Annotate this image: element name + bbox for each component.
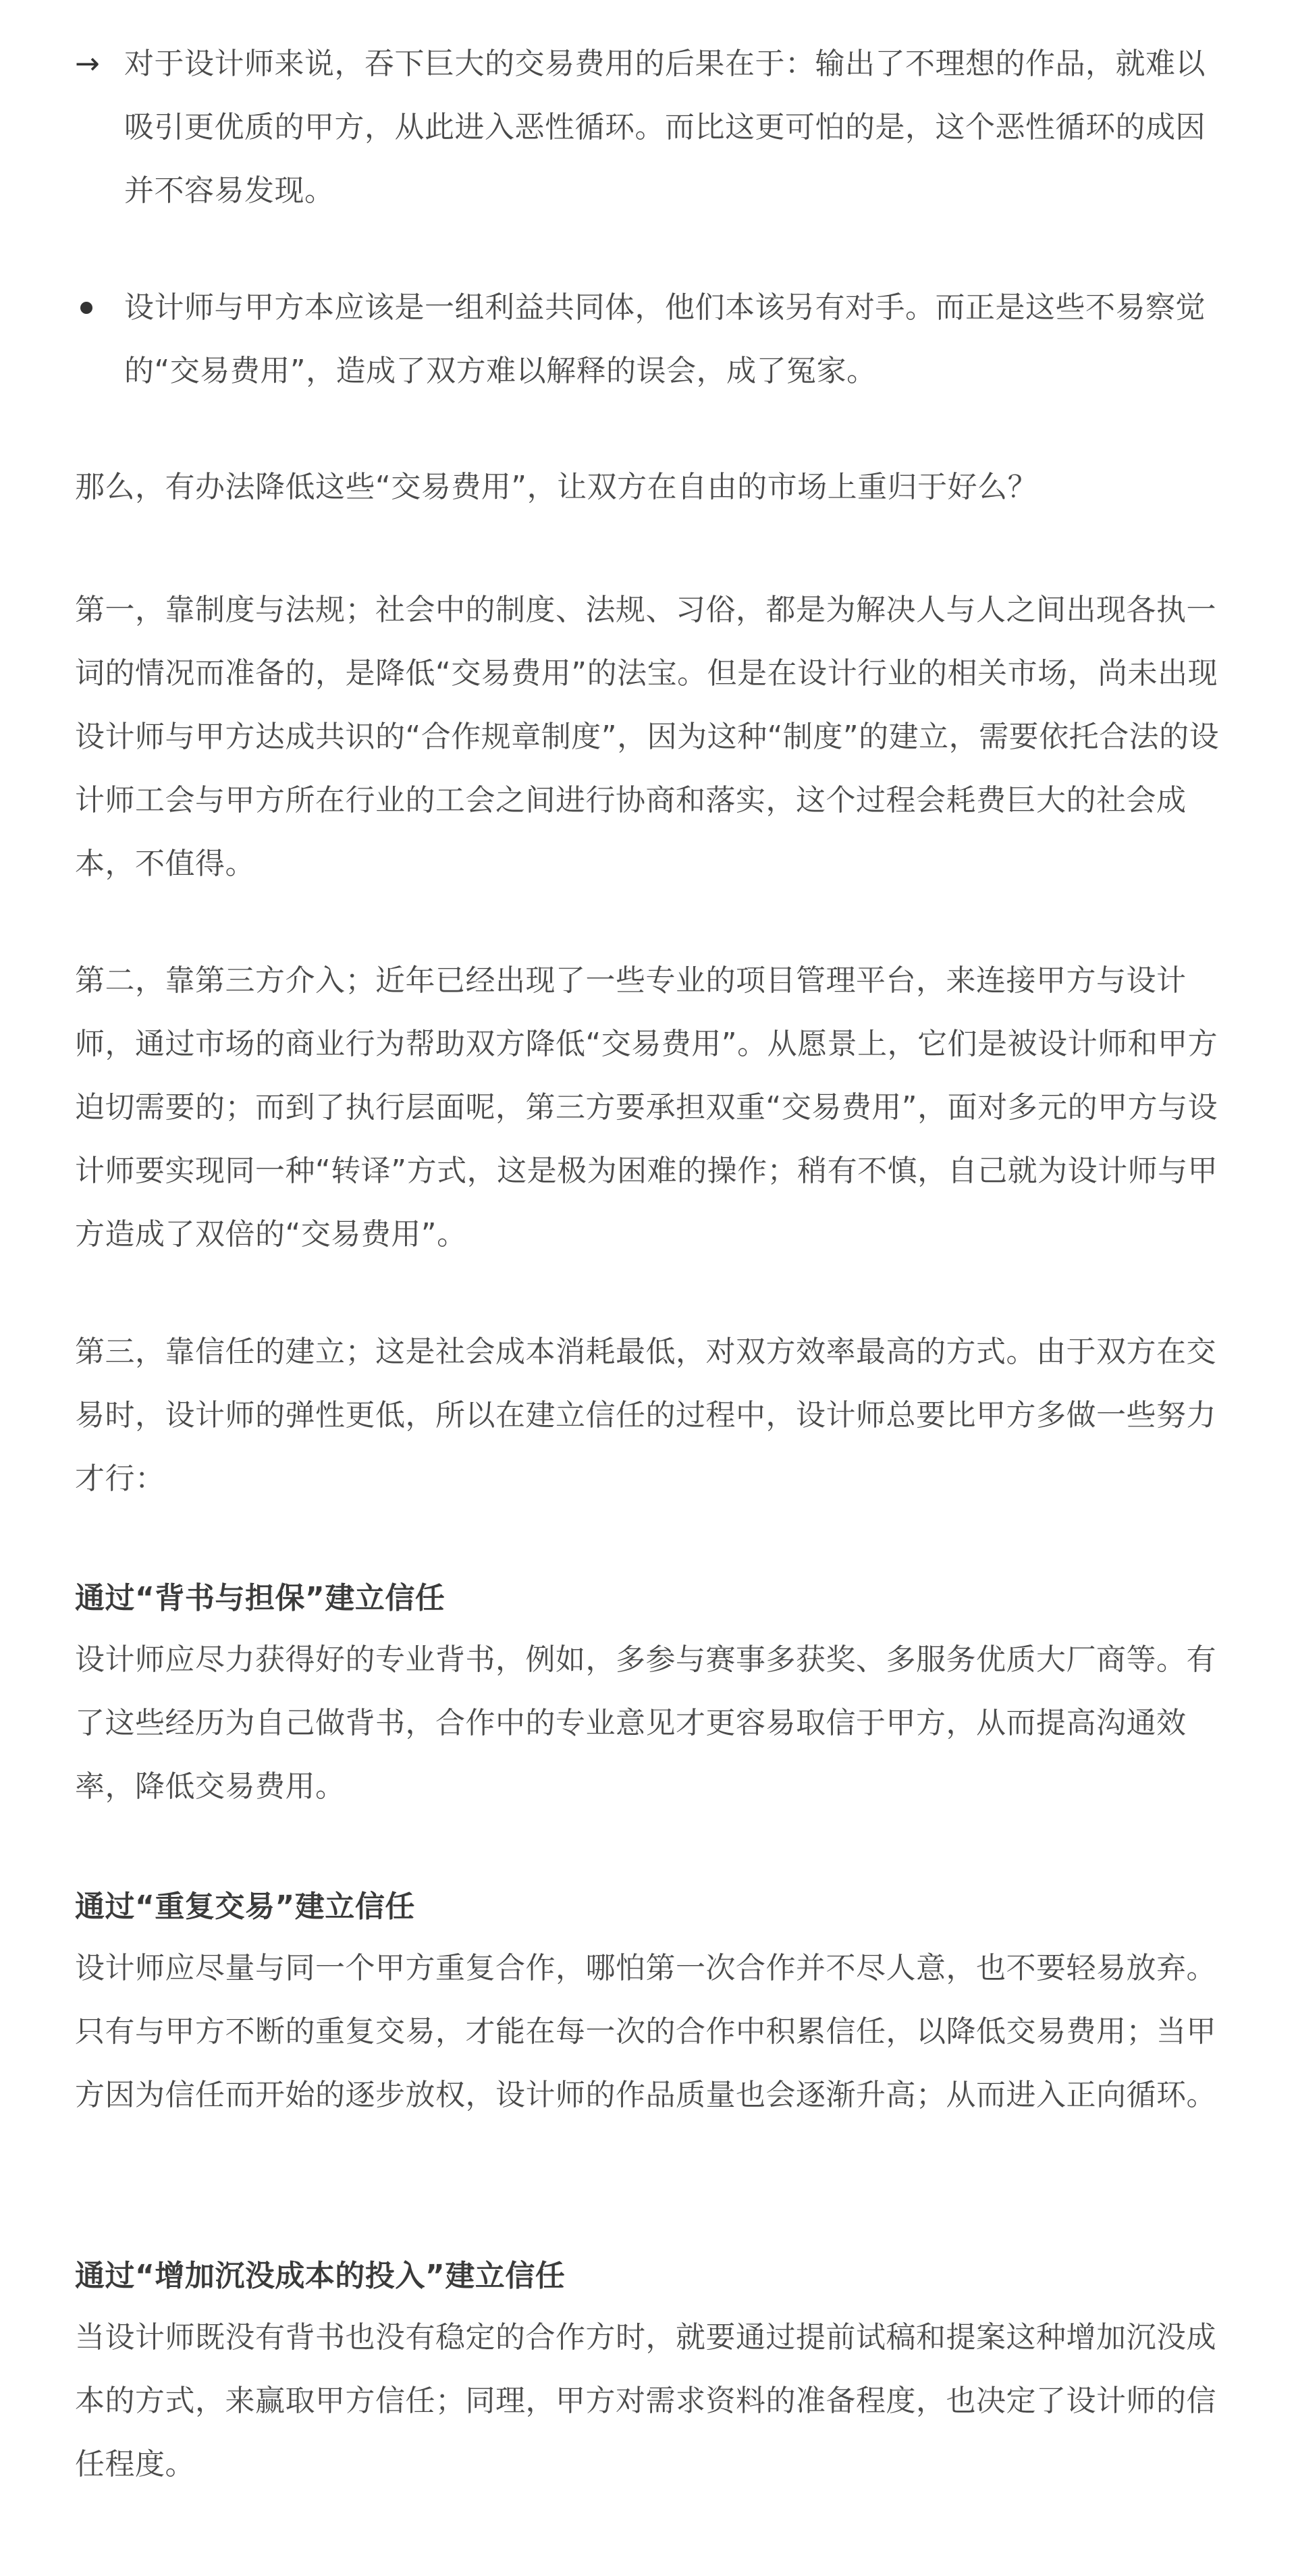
list-item-text: 对于设计师来说，吞下巨大的交易费用的后果在于：输出了不理想的作品，就难以吸引更优质的甲方，从此进入恶性循环。而比这更可怕的是，这个恶性循环的成因并不容易发现。 — [124, 47, 1206, 208]
list-item-bullet — [75, 276, 1222, 403]
paragraph-second: 第二，靠第三方介入；近年已经出现了一些专业的项目管理平台，来连接甲方与设计师，通过市场的商业行为帮助双方降低“交易费用”。从愿景上，它们是被设计师和甲方迫切需要的；而到了执行层面呢，第三方要承担双重“交易费用”，面对多元的甲方与设计师要实现同一种“转译”方式，这是极为困难的操作；稍有不慎，自己就为设计师与甲方造成了双倍的“交易费用”。 — [75, 963, 1218, 1252]
section-body-endorsement: 设计师应尽力获得好的专业背书，例如，多参与赛事多获奖、多服务优质大厂商等。有了这些经历为自己做背书，合作中的专业意见才更容易取信于甲方，从而提高沟通效率，降低交易费用。 — [75, 1642, 1216, 1804]
section-body-repeat-trade: 设计师应尽量与同一个甲方重复合作，哪怕第一次合作并不尽人意，也不要轻易放弃。只有与甲方不断的重复交易，才能在每一次的合作中积累信任，以降低交易费用；当甲方因为信任而开始的逐步放权，设计师的作品质量也会逐渐升高；从而进入正向循环。 — [75, 1951, 1216, 2112]
paragraph-question: 那么，有办法降低这些“交易费用”，让双方在自由的市场上重归于好么？ — [75, 470, 1038, 504]
section-body-sunk-cost: 当设计师既没有背书也没有稳定的合作方时，就要通过提前试稿和提案这种增加沉没成本的方式，来赢取甲方信任；同理，甲方对需求资料的准备程度，也决定了设计师的信任程度。 — [75, 2320, 1216, 2481]
list-item-arrow — [75, 32, 1222, 223]
arrow-right-icon: → — [75, 47, 101, 81]
paragraph-first: 第一，靠制度与法规；社会中的制度、法规、习俗，都是为解决人与人之间出现各执一词的情况而准备的，是降低“交易费用”的法宝。但是在设计行业的相关市场，尚未出现设计师与甲方达成共识的“合作规章制度”，因为这种“制度”的建立，需要依托合法的设计师工会与甲方所在行业的工会之间进行协商和落实，这个过程会耗费巨大的社会成本，不值得。 — [75, 593, 1220, 881]
section-heading-endorsement: 通过“背书与担保”建立信任 — [75, 1581, 446, 1615]
list-item-text: 设计师与甲方本应该是一组利益共同体，他们本该另有对手。而正是这些不易察觉的“交易费用”，造成了双方难以解释的误会，成了冤家。 — [124, 290, 1206, 388]
bullet-dot-icon — [75, 276, 115, 340]
paragraph-third: 第三，靠信任的建立；这是社会成本消耗最低，对双方效率最高的方式。由于双方在交易时，设计师的弹性更低，所以在建立信任的过程中，设计师总要比甲方多做一些努力才行： — [75, 1335, 1216, 1496]
section-heading-sunk-cost: 通过“增加沉没成本的投入”建立信任 — [75, 2259, 566, 2293]
section-heading-repeat-trade: 通过“重复交易”建立信任 — [75, 1889, 415, 1924]
